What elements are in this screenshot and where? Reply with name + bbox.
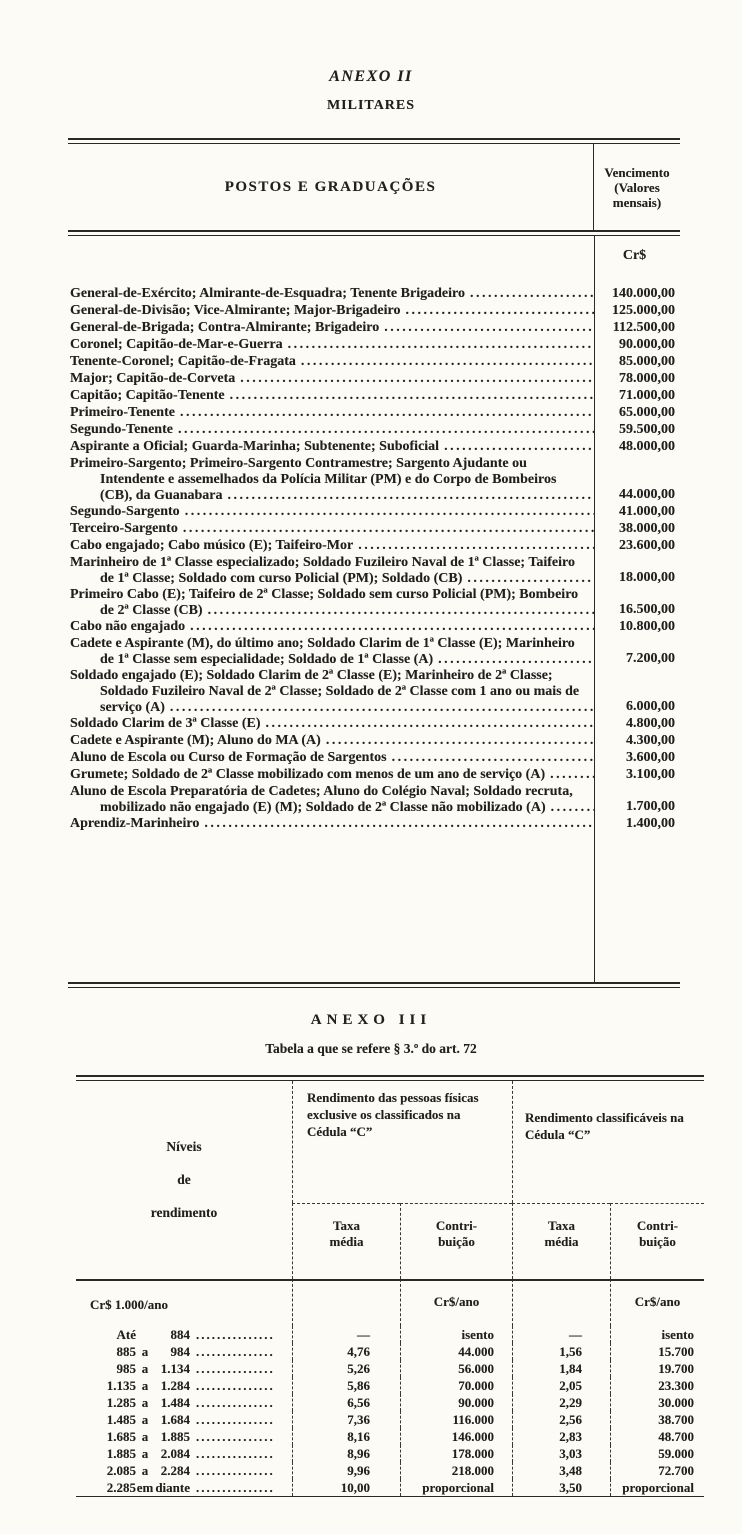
rank-label: Primeiro-Tenente bbox=[70, 405, 175, 420]
taxa-media-exclusive-value: 9,96 bbox=[292, 1462, 400, 1479]
rank-label-cell bbox=[68, 521, 594, 538]
rank-label: General-de-Exército; Almirante-de-Esquadra; Tenente Brigadeiro bbox=[70, 286, 465, 301]
contribuicao-header-line1: Contri- bbox=[435, 1218, 478, 1233]
rank-value-cell bbox=[594, 733, 680, 750]
rank-value-cell bbox=[594, 354, 680, 371]
taxa-media-exclusive-value: 4,76 bbox=[292, 1343, 400, 1360]
rank-value-cell bbox=[594, 439, 680, 456]
taxa-media-header-exclusive bbox=[292, 1203, 400, 1279]
nivel-to: 1.885 bbox=[160, 1429, 190, 1444]
nivel-range bbox=[84, 1326, 274, 1343]
rank-label-cell bbox=[68, 619, 594, 636]
rank-value: 6.000,00 bbox=[626, 699, 675, 714]
contribuicao-header-cedula-c bbox=[610, 1203, 704, 1279]
rank-value: 18.000,00 bbox=[619, 570, 675, 585]
nivel-from: 1.135 bbox=[106, 1378, 136, 1393]
dot-leader bbox=[551, 800, 553, 816]
nivel-to: diante bbox=[155, 1480, 190, 1495]
dot-leader bbox=[208, 603, 210, 619]
dot-leader bbox=[196, 1394, 198, 1411]
rank-label: Segundo-Tenente bbox=[70, 422, 173, 437]
anexo2-subtitle: MILITARES bbox=[326, 98, 416, 113]
nivel-range bbox=[84, 1394, 274, 1411]
nivel-cell bbox=[76, 1377, 292, 1394]
nivel-separator: a bbox=[141, 1463, 149, 1478]
taxa-media-exclusive-value: 5,86 bbox=[292, 1377, 400, 1394]
table-bottom-rule bbox=[68, 982, 680, 988]
contribuicao-unit-label: Cr$/ano bbox=[610, 1279, 704, 1326]
dot-leader bbox=[183, 521, 185, 537]
rank-row bbox=[68, 320, 680, 337]
rank-value: 125.000,00 bbox=[612, 303, 675, 318]
dot-leader bbox=[185, 504, 187, 520]
anexo3-title: ANEXO III bbox=[310, 1012, 432, 1028]
contribuicao-exclusive-value: isento bbox=[400, 1326, 512, 1343]
rank-label-cell bbox=[68, 767, 594, 784]
contribuicao-header-line2: buição bbox=[438, 1234, 475, 1249]
nivel-from: Até bbox=[116, 1327, 136, 1342]
rank-label-cell bbox=[68, 303, 594, 320]
rank-value: 65.000,00 bbox=[619, 405, 675, 420]
nivel-range bbox=[84, 1428, 274, 1445]
rank-label-cell bbox=[68, 439, 594, 456]
rank-label-cell bbox=[68, 716, 594, 733]
currency-row bbox=[68, 236, 680, 286]
rank-row bbox=[68, 388, 680, 405]
dot-leader bbox=[444, 439, 446, 455]
rank-row bbox=[68, 668, 680, 716]
nivel-separator: a bbox=[141, 1344, 149, 1359]
nivel-separator: a bbox=[141, 1395, 149, 1410]
nivel-to: 984 bbox=[170, 1344, 190, 1359]
contribuicao-exclusive-value: 70.000 bbox=[400, 1377, 512, 1394]
dot-leader bbox=[180, 405, 182, 421]
postos-column-header: POSTOS E GRADUAÇÕES bbox=[68, 144, 594, 230]
rank-row bbox=[68, 371, 680, 388]
nivel-range bbox=[84, 1479, 274, 1496]
dot-leader bbox=[196, 1377, 198, 1394]
rank-value: 1.400,00 bbox=[626, 816, 675, 831]
rank-value-cell bbox=[594, 303, 680, 320]
rank-row bbox=[68, 303, 680, 320]
nivel-from: 985 bbox=[116, 1361, 136, 1376]
dot-leader bbox=[196, 1411, 198, 1428]
contribuicao-exclusive-value: 116.000 bbox=[400, 1411, 512, 1428]
rank-label: Terceiro-Sargento bbox=[70, 521, 178, 536]
rank-value: 48.000,00 bbox=[619, 439, 675, 454]
dot-leader bbox=[301, 354, 303, 370]
nivel-from: 1.485 bbox=[106, 1412, 136, 1427]
dot-leader bbox=[438, 652, 440, 668]
rank-label: Tenente-Coronel; Capitão-de-Fragata bbox=[70, 354, 296, 369]
nivel-cell bbox=[76, 1445, 292, 1462]
rank-label: General-de-Brigada; Contra-Almirante; Brigadeiro bbox=[70, 320, 380, 335]
nivel-to: 2.084 bbox=[160, 1446, 190, 1461]
dot-leader bbox=[240, 371, 242, 387]
rank-label-cell bbox=[68, 538, 594, 555]
rank-row bbox=[68, 286, 680, 303]
rank-row bbox=[68, 504, 680, 521]
taxa-media-cedula-c-value: 2,56 bbox=[512, 1411, 610, 1428]
rank-value-cell bbox=[594, 750, 680, 767]
nivel-to: 884 bbox=[170, 1327, 190, 1342]
nivel-from: 1.685 bbox=[106, 1429, 136, 1444]
rank-value: 16.500,00 bbox=[619, 602, 675, 617]
rank-label: Segundo-Sargento bbox=[70, 504, 180, 519]
rank-value-cell bbox=[594, 405, 680, 422]
rank-label: Grumete; Soldado de 2ª Classe mobilizado com menos de um ano de serviço (A) bbox=[70, 767, 546, 782]
dot-leader bbox=[467, 571, 469, 587]
anexo2-header-row bbox=[68, 144, 680, 230]
contribuicao-header-line1: Contri- bbox=[636, 1218, 679, 1233]
contribuicao-cedula-c-value: 19.700 bbox=[610, 1360, 704, 1377]
rank-value: 44.000,00 bbox=[619, 487, 675, 502]
rank-value-cell bbox=[594, 320, 680, 337]
niveis-header-line2: de bbox=[177, 1172, 191, 1187]
rank-value-cell bbox=[594, 636, 680, 668]
rank-value-cell bbox=[594, 619, 680, 636]
rank-value-cell bbox=[594, 587, 680, 619]
rank-row bbox=[68, 716, 680, 733]
taxa-media-cedula-c-value: 1,84 bbox=[512, 1360, 610, 1377]
taxa-media-exclusive-value: — bbox=[292, 1326, 400, 1343]
nivel-from: 2.085 bbox=[106, 1463, 136, 1478]
nivel-to: 1.484 bbox=[160, 1395, 190, 1410]
nivel-range bbox=[84, 1360, 274, 1377]
anexo3-grid bbox=[76, 1081, 704, 1496]
rank-row bbox=[68, 337, 680, 354]
dot-leader bbox=[405, 303, 407, 319]
contribuicao-cedula-c-value: 23.300 bbox=[610, 1377, 704, 1394]
rank-value: 78.000,00 bbox=[619, 371, 675, 386]
rank-row bbox=[68, 619, 680, 636]
taxa-media-exclusive-value: 6,56 bbox=[292, 1394, 400, 1411]
dot-leader bbox=[550, 767, 552, 783]
nivel-range bbox=[84, 1445, 274, 1462]
vencimento-column-header: Vencimento (Valores mensais) bbox=[604, 164, 670, 210]
taxa-media-exclusive-value: 8,16 bbox=[292, 1428, 400, 1445]
niveis-header-line3: rendimento bbox=[150, 1205, 218, 1220]
rank-row bbox=[68, 587, 680, 619]
nivel-to: 1.684 bbox=[160, 1412, 190, 1427]
nivel-range bbox=[84, 1377, 274, 1394]
rank-label-cell bbox=[68, 456, 594, 504]
rank-label: Cadete e Aspirante (M); Aluno do MA (A) bbox=[70, 733, 321, 748]
rank-label: General-de-Divisão; Vice-Almirante; Major-Brigadeiro bbox=[70, 303, 401, 318]
rank-label: Soldado engajado (E); Soldado Clarim de 2ª Classe (E); Marinheiro de 2ª Classe; Soldado Fuzileiro Naval de 2ª Classe; Soldado de 2ª Classe com 1 ano ou mais de serviço (A) bbox=[70, 668, 580, 715]
dot-leader bbox=[196, 1445, 198, 1462]
rank-value: 38.000,00 bbox=[619, 521, 675, 536]
contribuicao-cedula-c-value: isento bbox=[610, 1326, 704, 1343]
rank-value-cell bbox=[594, 816, 680, 833]
rank-row bbox=[68, 422, 680, 439]
contribuicao-exclusive-value: proporcional bbox=[400, 1479, 512, 1496]
rank-label: Primeiro Cabo (E); Taifeiro de 2ª Classe; Soldado sem curso Policial (PM); Bombeiro de 2ª Classe (CB) bbox=[70, 587, 579, 618]
dot-leader bbox=[178, 422, 180, 438]
nivel-separator: a bbox=[141, 1361, 149, 1376]
dot-leader bbox=[196, 1479, 198, 1496]
rank-row bbox=[68, 636, 680, 668]
rank-label-cell bbox=[68, 354, 594, 371]
dot-leader bbox=[358, 538, 360, 554]
nivel-to: 1.284 bbox=[160, 1378, 190, 1393]
rank-value: 85.000,00 bbox=[619, 354, 675, 369]
rank-value-cell bbox=[594, 555, 680, 587]
contribuicao-cedula-c-value: 38.700 bbox=[610, 1411, 704, 1428]
rank-label-cell bbox=[68, 587, 594, 619]
taxa-media-cedula-c-value: 3,48 bbox=[512, 1462, 610, 1479]
rank-value-cell bbox=[594, 521, 680, 538]
grupo-pessoas-fisicas-header: Rendimento das pessoas físicas exclusive os classificados na Cédula “C” bbox=[292, 1081, 512, 1203]
taxa-media-cedula-c-value: 3,50 bbox=[512, 1479, 610, 1496]
rank-label-cell bbox=[68, 422, 594, 439]
dot-leader bbox=[326, 733, 328, 749]
rank-value: 23.600,00 bbox=[619, 538, 675, 553]
rank-value-cell bbox=[594, 538, 680, 555]
rank-value: 41.000,00 bbox=[619, 504, 675, 519]
nivel-separator: em bbox=[136, 1480, 154, 1495]
rank-label: Marinheiro de 1ª Classe especializado; Soldado Fuzileiro Naval de 1ª Classe; Taifeiro de 1ª Classe; Soldado com curso Policial (PM); Soldado (CB) bbox=[70, 555, 575, 586]
contribuicao-cedula-c-value: 59.000 bbox=[610, 1445, 704, 1462]
contribuicao-cedula-c-value: 30.000 bbox=[610, 1394, 704, 1411]
contribuicao-unit-label: Cr$/ano bbox=[400, 1279, 512, 1326]
rank-row bbox=[68, 439, 680, 456]
contribuicao-header-exclusive bbox=[400, 1203, 512, 1279]
contribuicao-header-line2: buição bbox=[639, 1234, 676, 1249]
taxa-header-line1: Taxa bbox=[548, 1218, 575, 1233]
anexo2-table bbox=[68, 138, 680, 988]
rank-row bbox=[68, 784, 680, 816]
rank-value: 90.000,00 bbox=[619, 337, 675, 352]
nivel-cell bbox=[76, 1394, 292, 1411]
rank-value-cell bbox=[594, 456, 680, 504]
table-bottom-rule bbox=[76, 1496, 704, 1497]
rank-value-cell bbox=[594, 388, 680, 405]
dot-leader bbox=[384, 320, 386, 336]
rank-label: Coronel; Capitão-de-Mar-e-Guerra bbox=[70, 337, 283, 352]
dot-leader bbox=[196, 1428, 198, 1445]
taxa-media-header-cedula-c bbox=[512, 1203, 610, 1279]
nivel-separator: a bbox=[141, 1412, 149, 1427]
rank-row bbox=[68, 354, 680, 371]
taxa-media-exclusive-value: 7,36 bbox=[292, 1411, 400, 1428]
nivel-separator: a bbox=[141, 1378, 149, 1393]
rank-value-cell bbox=[594, 716, 680, 733]
currency-label: Cr$ bbox=[622, 248, 647, 263]
currency-row-empty-cell bbox=[68, 236, 594, 286]
rank-row bbox=[68, 555, 680, 587]
rank-value-cell bbox=[594, 784, 680, 816]
dot-leader bbox=[170, 700, 172, 716]
rank-label: Aprendiz-Marinheiro bbox=[70, 816, 200, 831]
contribuicao-cedula-c-value: 48.700 bbox=[610, 1428, 704, 1445]
rank-row bbox=[68, 733, 680, 750]
niveis-header-cell bbox=[76, 1081, 292, 1279]
taxa-header-line2: média bbox=[329, 1234, 364, 1249]
taxa-media-exclusive-value: 5,26 bbox=[292, 1360, 400, 1377]
dot-leader bbox=[230, 388, 232, 404]
anexo3-subtitle: Tabela a que se refere § 3.º do art. 72 bbox=[265, 1041, 477, 1056]
nivel-cell bbox=[76, 1462, 292, 1479]
rank-label-cell bbox=[68, 733, 594, 750]
nivel-separator: a bbox=[141, 1446, 149, 1461]
dot-leader bbox=[190, 619, 192, 635]
nivel-cell bbox=[76, 1411, 292, 1428]
dot-leader bbox=[196, 1462, 198, 1479]
dot-leader bbox=[288, 337, 290, 353]
dot-leader bbox=[196, 1343, 198, 1360]
rank-value-cell bbox=[594, 286, 680, 303]
dot-leader bbox=[392, 750, 394, 766]
taxa-media-cedula-c-value: — bbox=[512, 1326, 610, 1343]
rank-value: 4.800,00 bbox=[626, 716, 675, 731]
grupo-cedula-c-header: Rendimento classificáveis na Cédula “C” bbox=[512, 1081, 704, 1203]
contribuicao-cedula-c-value: proporcional bbox=[610, 1479, 704, 1496]
rank-row bbox=[68, 816, 680, 833]
taxa-media-cedula-c-value: 1,56 bbox=[512, 1343, 610, 1360]
empty-unit-cell bbox=[292, 1279, 400, 1326]
contribuicao-exclusive-value: 44.000 bbox=[400, 1343, 512, 1360]
rank-label-cell bbox=[68, 504, 594, 521]
nivel-from: 1.885 bbox=[106, 1446, 136, 1461]
rank-label-cell bbox=[68, 816, 594, 833]
rank-label-cell bbox=[68, 388, 594, 405]
rank-label-cell bbox=[68, 668, 594, 716]
contribuicao-exclusive-value: 218.000 bbox=[400, 1462, 512, 1479]
taxa-media-cedula-c-value: 3,03 bbox=[512, 1445, 610, 1462]
anexo3-table bbox=[76, 1075, 704, 1497]
nivel-separator: a bbox=[141, 1429, 149, 1444]
niveis-header-line1: Níveis bbox=[166, 1139, 202, 1154]
taxa-header-line1: Taxa bbox=[333, 1218, 360, 1233]
rank-label: Soldado Clarim de 3ª Classe (E) bbox=[70, 716, 261, 731]
rank-label: Primeiro-Sargento; Primeiro-Sargento Contramestre; Sargento Ajudante ou Intendente e assemelhados da Polícia Militar (PM) e do Corpo de Bombeiros (CB), da Guanabara bbox=[70, 456, 557, 503]
contribuicao-exclusive-value: 146.000 bbox=[400, 1428, 512, 1445]
rank-label-cell bbox=[68, 405, 594, 422]
dot-leader bbox=[265, 716, 267, 732]
rank-row bbox=[68, 750, 680, 767]
contribuicao-cedula-c-value: 15.700 bbox=[610, 1343, 704, 1360]
rank-row bbox=[68, 405, 680, 422]
rank-label-cell bbox=[68, 286, 594, 303]
rank-label-cell bbox=[68, 750, 594, 767]
taxa-media-cedula-c-value: 2,05 bbox=[512, 1377, 610, 1394]
nivel-from: 885 bbox=[116, 1344, 136, 1359]
taxa-media-cedula-c-value: 2,29 bbox=[512, 1394, 610, 1411]
dot-leader bbox=[470, 286, 472, 302]
taxa-media-exclusive-value: 8,96 bbox=[292, 1445, 400, 1462]
rank-label: Major; Capitão-de-Corveta bbox=[70, 371, 236, 386]
rank-row bbox=[68, 521, 680, 538]
nivel-cell bbox=[76, 1428, 292, 1445]
rank-value: 3.100,00 bbox=[626, 767, 675, 782]
nivel-to: 1.134 bbox=[160, 1361, 190, 1376]
nivel-range bbox=[84, 1343, 274, 1360]
rank-value-cell bbox=[594, 504, 680, 521]
rank-label-cell bbox=[68, 320, 594, 337]
dot-leader bbox=[228, 488, 230, 504]
dot-leader bbox=[204, 816, 206, 832]
rank-label: Cabo não engajado bbox=[70, 619, 186, 634]
nivel-cell bbox=[76, 1479, 292, 1496]
nivel-separator bbox=[136, 1326, 154, 1343]
rank-value-cell bbox=[594, 422, 680, 439]
rank-label: Aluno de Escola ou Curso de Formação de Sargentos bbox=[70, 750, 387, 765]
taxa-media-exclusive-value: 10,00 bbox=[292, 1479, 400, 1496]
rank-value: 71.000,00 bbox=[619, 388, 675, 403]
rank-label: Aluno de Escola Preparatória de Cadetes; Aluno do Colégio Naval; Soldado recruta, mobilizado não engajado (E) (M); Soldado de 2ª Classe não mobilizado (A) bbox=[70, 784, 573, 815]
rank-value: 7.200,00 bbox=[626, 651, 675, 666]
rank-label-cell bbox=[68, 337, 594, 354]
rank-value-cell bbox=[594, 337, 680, 354]
contribuicao-cedula-c-value: 72.700 bbox=[610, 1462, 704, 1479]
rank-label: Cadete e Aspirante (M), do último ano; Soldado Clarim de 1ª Classe (E); Marinheiro de 1ª Classe sem especialidade; Soldado de 1ª Classe (A) bbox=[70, 636, 575, 667]
anexo2-title: ANEXO II bbox=[329, 68, 413, 85]
rank-value: 10.800,00 bbox=[619, 619, 675, 634]
nivel-range bbox=[84, 1462, 274, 1479]
rank-value-cell bbox=[594, 767, 680, 784]
rank-value: 4.300,00 bbox=[626, 733, 675, 748]
rank-row bbox=[68, 767, 680, 784]
empty-unit-cell bbox=[512, 1279, 610, 1326]
rank-label: Aspirante a Oficial; Guarda-Marinha; Subtenente; Suboficial bbox=[70, 439, 440, 454]
rank-row bbox=[68, 456, 680, 504]
rank-value: 3.600,00 bbox=[626, 750, 675, 765]
rank-value: 140.000,00 bbox=[612, 286, 675, 301]
rank-row bbox=[68, 538, 680, 555]
nivel-from: 1.285 bbox=[106, 1395, 136, 1410]
rank-label-cell bbox=[68, 555, 594, 587]
nivel-to: 2.284 bbox=[160, 1463, 190, 1478]
rank-label: Cabo engajado; Cabo músico (E); Taifeiro-Mor bbox=[70, 538, 354, 553]
rank-value-cell bbox=[594, 668, 680, 716]
nivel-from: 2.285 bbox=[106, 1480, 136, 1495]
niveis-unit-label: Cr$ 1.000/ano bbox=[76, 1279, 292, 1326]
contribuicao-exclusive-value: 56.000 bbox=[400, 1360, 512, 1377]
contribuicao-exclusive-value: 90.000 bbox=[400, 1394, 512, 1411]
taxa-media-cedula-c-value: 2,83 bbox=[512, 1428, 610, 1445]
dot-leader bbox=[196, 1360, 198, 1377]
nivel-range bbox=[84, 1411, 274, 1428]
dot-leader bbox=[196, 1326, 198, 1343]
nivel-cell bbox=[76, 1360, 292, 1377]
rank-label-cell bbox=[68, 636, 594, 668]
nivel-cell bbox=[76, 1326, 292, 1343]
rank-label-cell bbox=[68, 371, 594, 388]
rank-value: 59.500,00 bbox=[619, 422, 675, 437]
rank-value: 1.700,00 bbox=[626, 799, 675, 814]
rank-value-cell bbox=[594, 371, 680, 388]
nivel-cell bbox=[76, 1343, 292, 1360]
rank-label: Capitão; Capitão-Tenente bbox=[70, 388, 225, 403]
contribuicao-exclusive-value: 178.000 bbox=[400, 1445, 512, 1462]
anexo2-body bbox=[68, 236, 680, 982]
taxa-header-line2: média bbox=[544, 1234, 579, 1249]
rank-label-cell bbox=[68, 784, 594, 816]
rank-value: 112.500,00 bbox=[612, 320, 675, 335]
